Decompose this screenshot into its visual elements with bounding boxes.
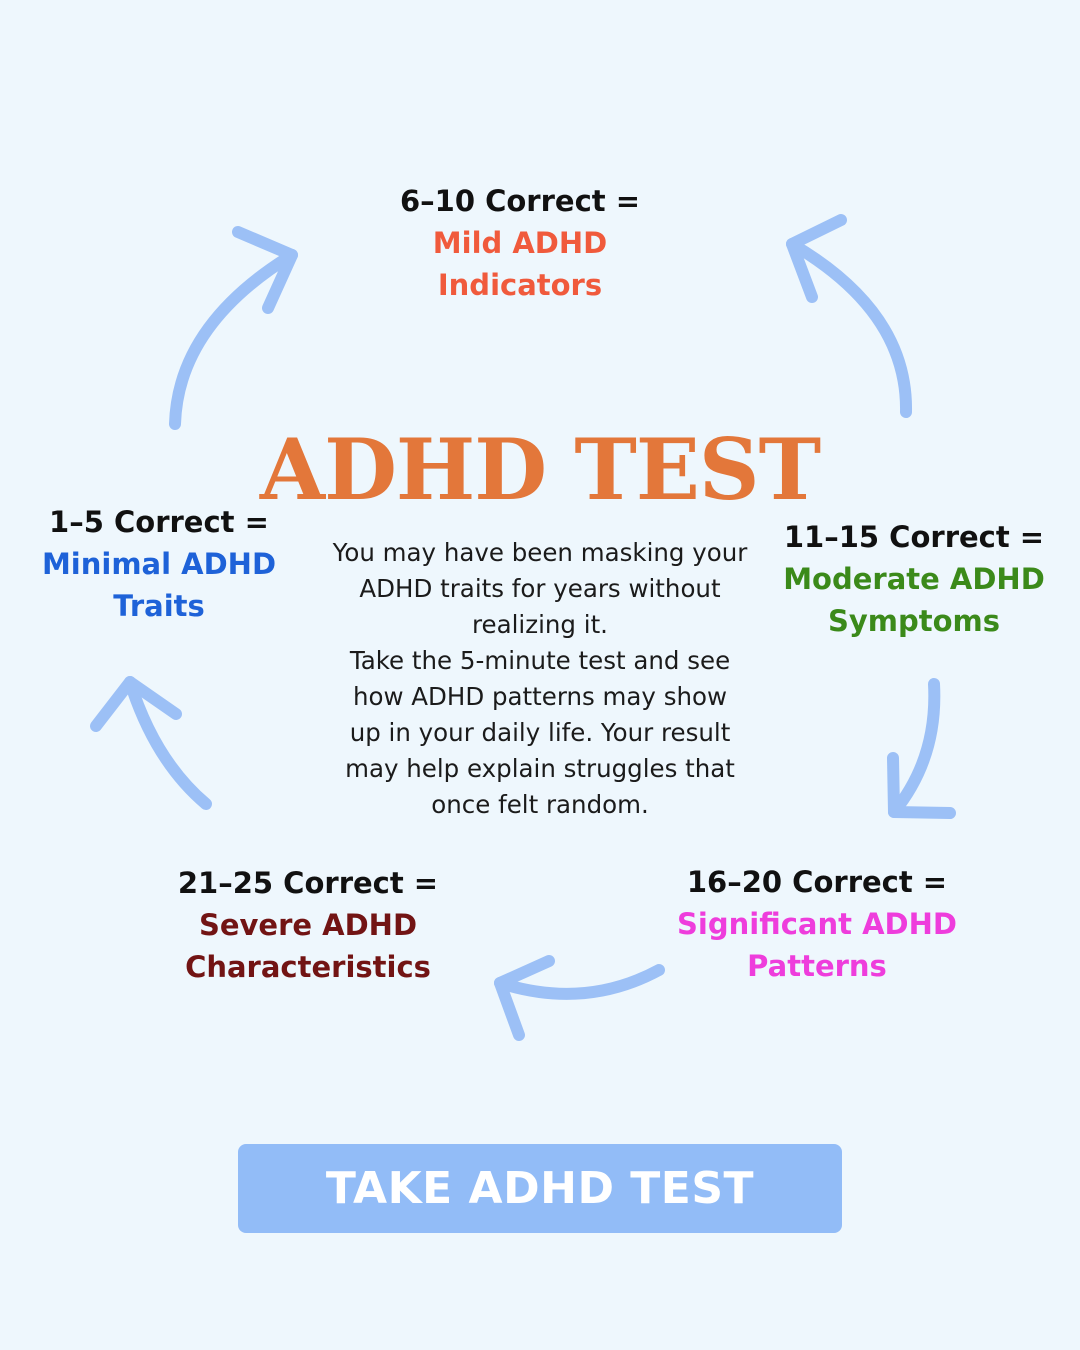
description-text: You may have been masking your ADHD traits for years without realizing it. Take the 5-minute test and see how ADHD patterns may show up in your daily life. Your result may help explain struggles that once felt random. xyxy=(332,538,748,819)
tier-moderate xyxy=(770,516,1058,642)
page-title: ADHD TEST xyxy=(259,420,821,519)
tier-label: Severe ADHD Characteristics xyxy=(185,908,431,984)
tier-mild xyxy=(360,180,680,306)
cycle-arrow-icon xyxy=(893,684,950,813)
tier-range: 1–5 Correct = xyxy=(49,505,269,539)
cycle-arrow-icon xyxy=(96,682,206,804)
tier-label: Minimal ADHD Traits xyxy=(41,547,277,623)
tier-range: 16–20 Correct = xyxy=(686,865,948,899)
take-adhd-test-button[interactable]: TAKE ADHD TEST xyxy=(238,1144,842,1233)
cycle-arrow-icon xyxy=(792,220,906,412)
tier-label: Moderate ADHD Symptoms xyxy=(783,562,1045,638)
tier-range: 21–25 Correct = xyxy=(177,866,439,900)
tier-significant xyxy=(668,861,966,987)
tier-label: Mild ADHD Indicators xyxy=(432,226,608,302)
tier-range: 11–15 Correct = xyxy=(783,520,1045,554)
cycle-arrow-icon xyxy=(175,232,292,424)
cycle-arrow-icon xyxy=(500,961,659,1035)
tier-label: Significant ADHD Patterns xyxy=(677,907,957,983)
tier-severe xyxy=(170,862,446,988)
tier-range: 6–10 Correct = xyxy=(399,184,641,218)
